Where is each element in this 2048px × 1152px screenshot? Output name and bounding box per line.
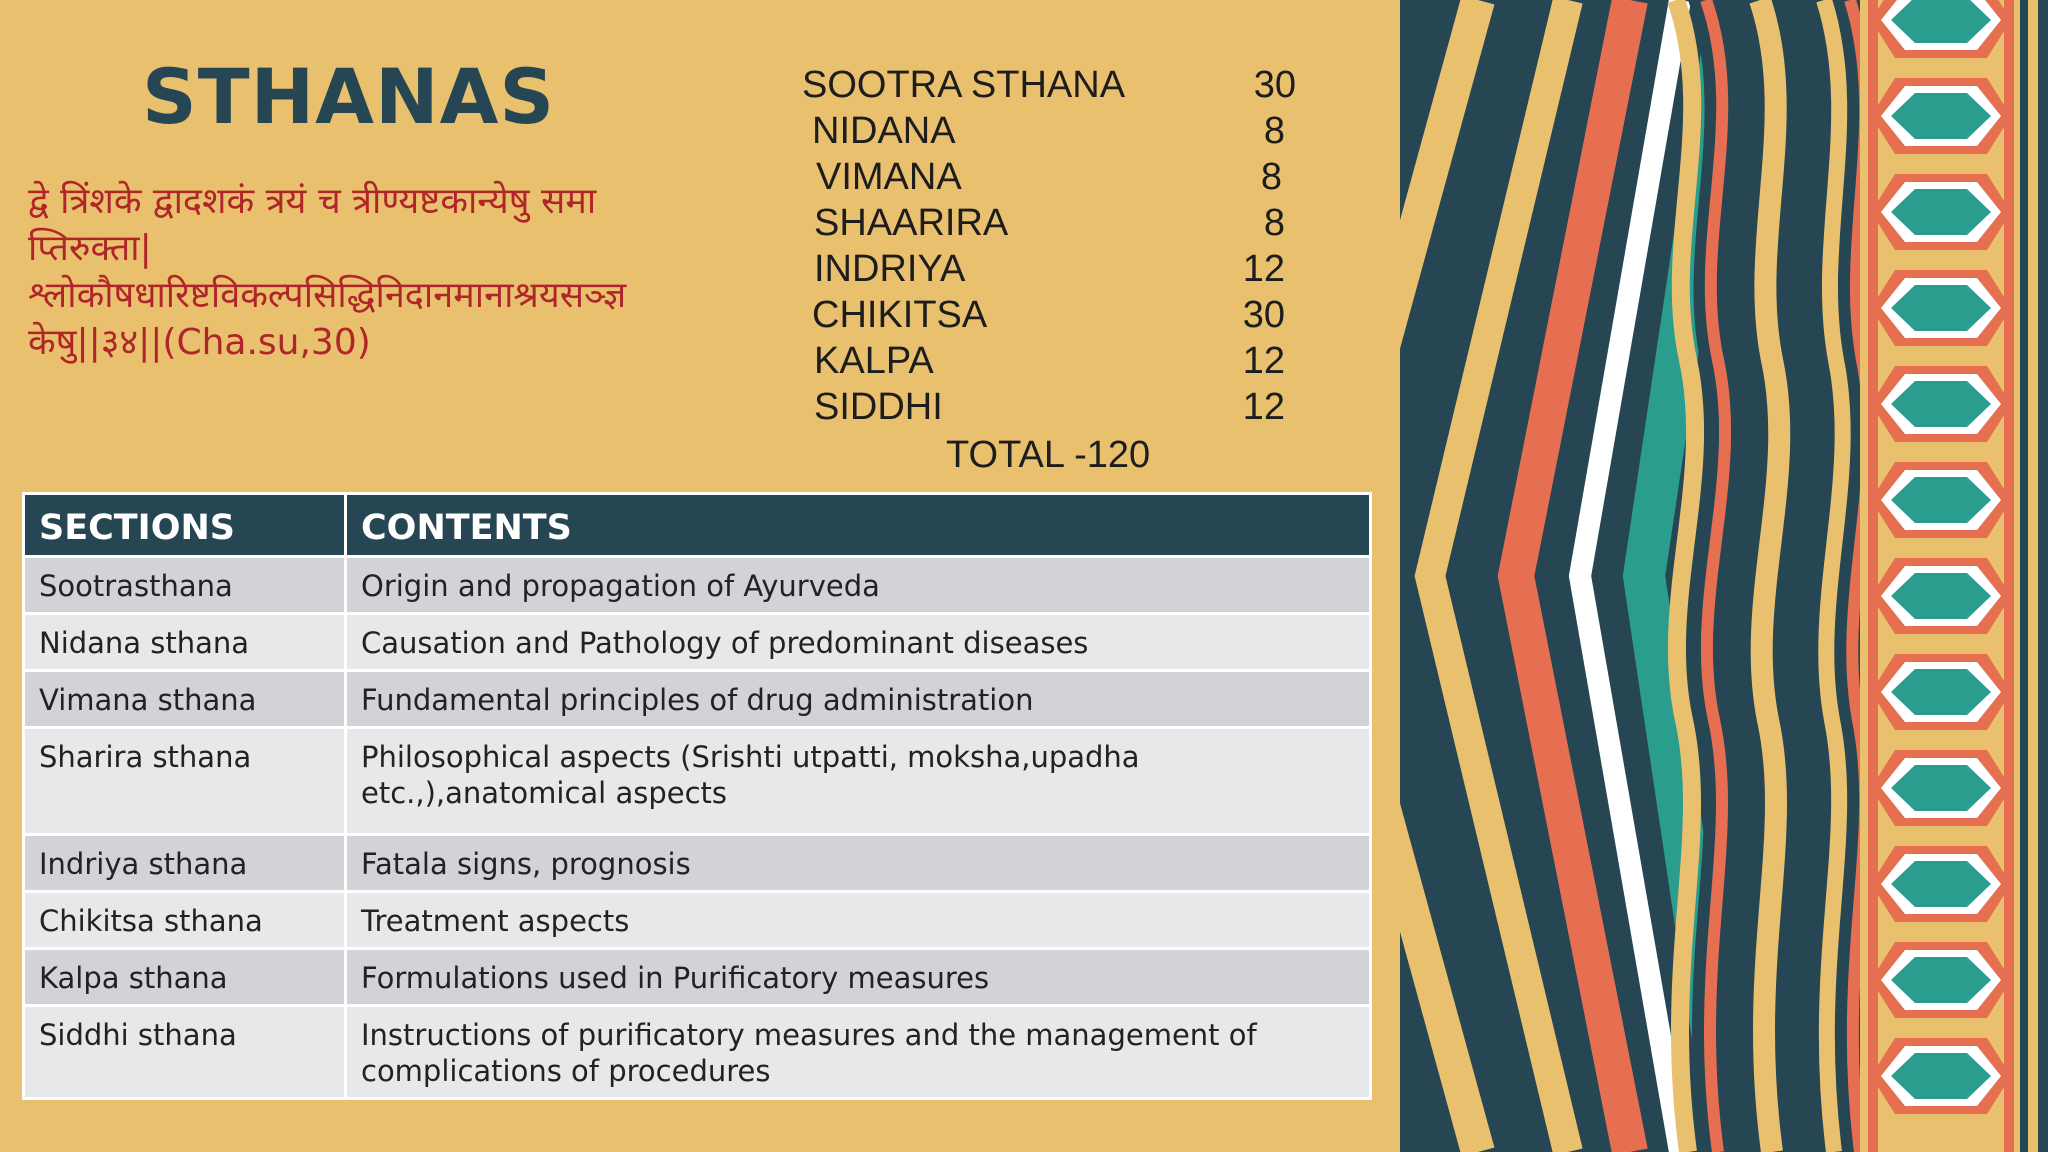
- count-name: KALPA: [814, 340, 934, 382]
- header-contents: CONTENTS: [346, 494, 1371, 557]
- slide-title: STHANAS: [142, 52, 556, 141]
- count-value: 8: [1263, 110, 1285, 152]
- contents-cell: Fundamental principles of drug administration: [346, 671, 1371, 728]
- count-value: 12: [1242, 386, 1285, 428]
- count-value: 12: [1242, 340, 1285, 382]
- verse-line: श्लोकौषधारिष्टविकल्पसिद्धिनिदानमानाश्रयसञ्ज्ञ: [28, 275, 627, 316]
- section-cell: Siddhi sthana: [24, 1006, 346, 1099]
- count-value: 8: [1263, 202, 1285, 244]
- section-cell: Nidana sthana: [24, 614, 346, 671]
- contents-cell: Treatment aspects: [346, 892, 1371, 949]
- table-row: [24, 1006, 1371, 1099]
- section-cell: Chikitsa sthana: [24, 892, 346, 949]
- section-cell: Vimana sthana: [24, 671, 346, 728]
- contents-cell: Causation and Pathology of predominant diseases: [346, 614, 1371, 671]
- table-row: [24, 892, 1371, 949]
- count-value: 30: [1253, 64, 1296, 106]
- count-name: VIMANA: [816, 156, 962, 198]
- count-name: SOOTRA STHANA: [802, 64, 1126, 106]
- count-value: 8: [1260, 156, 1282, 198]
- table-header-row: [24, 494, 1371, 557]
- table-row: [24, 671, 1371, 728]
- tribal-pattern-graphic: [1400, 0, 2048, 1152]
- verse-line: प्तिरुक्ता|: [28, 228, 152, 269]
- count-value: 12: [1242, 248, 1285, 290]
- section-cell: Sharira sthana: [24, 728, 346, 835]
- table-row: [24, 949, 1371, 1006]
- verse-line: केषु||३४||(Cha.su,30): [28, 322, 371, 363]
- table-row: [24, 728, 1371, 835]
- verse-line: द्वे त्रिंशके द्वादशकं त्रयं च त्रीण्यष्टकान्येषु समा: [28, 181, 597, 222]
- section-cell: Indriya sthana: [24, 835, 346, 892]
- chapter-total: TOTAL -120: [946, 434, 1151, 476]
- table-row: [24, 835, 1371, 892]
- contents-cell: Formulations used in Purificatory measures: [346, 949, 1371, 1006]
- table-row: [24, 614, 1371, 671]
- contents-cell: Fatala signs, prognosis: [346, 835, 1371, 892]
- header-sections: SECTIONS: [24, 494, 346, 557]
- count-name: INDRIYA: [814, 248, 966, 290]
- count-name: SHAARIRA: [814, 202, 1009, 244]
- contents-cell: Philosophical aspects (Srishti utpatti, moksha,upadha etc.,),anatomical aspects: [346, 728, 1371, 835]
- count-name: CHIKITSA: [812, 294, 988, 336]
- contents-cell: Instructions of purificatory measures and the management of complications of procedures: [346, 1006, 1371, 1099]
- count-value: 30: [1242, 294, 1285, 336]
- chapter-count-list: [0, 0, 1400, 480]
- contents-cell: Origin and propagation of Ayurveda: [346, 557, 1371, 614]
- table-row: [24, 557, 1371, 614]
- sections-table: [22, 492, 1372, 1100]
- count-name: SIDDHI: [814, 386, 943, 428]
- count-name: NIDANA: [812, 110, 956, 152]
- section-cell: Kalpa sthana: [24, 949, 346, 1006]
- tribal-pattern-icon: [1400, 0, 2048, 1152]
- section-cell: Sootrasthana: [24, 557, 346, 614]
